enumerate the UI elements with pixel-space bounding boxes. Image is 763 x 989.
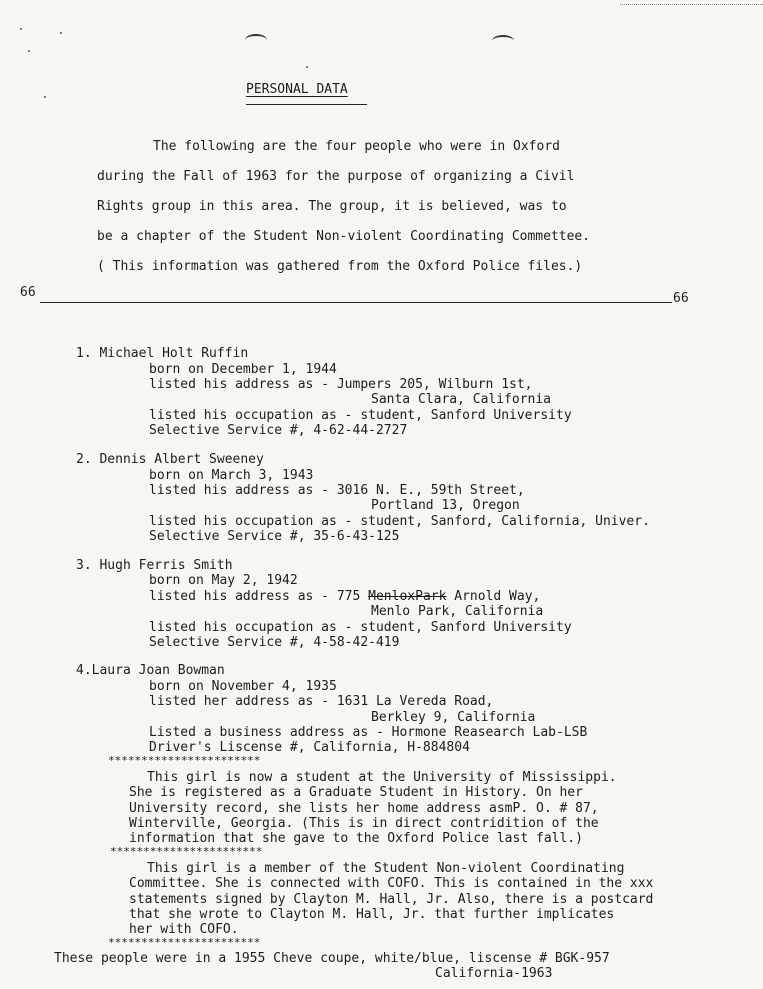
person-name: 3. Hugh Ferris Smith bbox=[76, 558, 233, 573]
vehicle-state-line: California-1963 bbox=[435, 966, 553, 981]
person-detail: Driver's Liscense #, California, H-884804 bbox=[149, 740, 470, 755]
address-suffix: Arnold Way, bbox=[446, 589, 541, 604]
person-detail: born on May 2, 1942 bbox=[149, 573, 298, 588]
note-line: She is registered as a Graduate Student in History. On her bbox=[129, 785, 583, 800]
note-line: Committee. She is connected with COFO. This is contained in the xxx bbox=[129, 876, 654, 891]
note-line: information that she gave to the Oxford Police last fall.) bbox=[129, 831, 583, 846]
person-detail: born on March 3, 1943 bbox=[149, 468, 314, 483]
intro-line: ( This information was gathered from the Oxford Police files.) bbox=[97, 259, 583, 274]
person-name: 2. Dennis Albert Sweeney bbox=[76, 452, 264, 467]
person-detail: listed his address as - 3016 N. E., 59th Street, bbox=[149, 483, 525, 498]
note-line: statements signed by Clayton M. Hall, Jr. Also, there is a postcard bbox=[129, 892, 654, 907]
title-underline bbox=[246, 104, 367, 105]
person-detail: listed his occupation as - student, Sanford, California, Univer. bbox=[149, 514, 650, 529]
binder-hole-mark bbox=[492, 35, 514, 47]
asterisk-separator: *********************** bbox=[108, 936, 261, 949]
binder-hole-mark bbox=[245, 34, 267, 46]
intro-line: Rights group in this area. The group, it is believed, was to bbox=[97, 199, 567, 214]
note-line: This girl is a member of the Student Non-violent Coordinating bbox=[147, 861, 625, 876]
person-detail: listed his occupation as - student, Sanford University bbox=[149, 620, 572, 635]
scan-speck bbox=[20, 28, 22, 30]
scan-speck bbox=[60, 32, 62, 34]
asterisk-separator: *********************** bbox=[110, 845, 263, 858]
scan-speck bbox=[28, 50, 30, 52]
person-detail: Selective Service #, 4-62-44-2727 bbox=[149, 423, 408, 438]
person-detail: Selective Service #, 35-6-43-125 bbox=[149, 529, 400, 544]
person-name: 1. Michael Holt Ruffin bbox=[76, 346, 249, 361]
page-title: PERSONAL DATA bbox=[246, 82, 348, 97]
page-marker-right: 66 bbox=[673, 291, 689, 306]
note-line: University record, she lists her home address asmP. O. # 87, bbox=[129, 801, 599, 816]
scan-speck bbox=[44, 96, 46, 98]
intro-line: The following are the four people who were in Oxford bbox=[153, 139, 560, 154]
person-detail: born on December 1, 1944 bbox=[149, 362, 337, 377]
address-prefix: listed his address as - 775 bbox=[149, 589, 369, 604]
person-name: 4.Laura Joan Bowman bbox=[76, 663, 225, 678]
scan-speck bbox=[306, 66, 308, 68]
vehicle-line: These people were in a 1955 Cheve coupe, white/blue, liscense # BGK-957 bbox=[54, 951, 610, 966]
person-detail: listed his address as - Jumpers 205, Wilburn 1st, bbox=[149, 377, 533, 392]
person-detail: Berkley 9, California bbox=[371, 710, 536, 725]
divider-rule bbox=[40, 302, 672, 303]
person-detail: Santa Clara, California bbox=[371, 392, 552, 407]
person-detail: listed his occupation as - student, Sanford University bbox=[149, 408, 572, 423]
note-line: that she wrote to Clayton M. Hall, Jr. that further implicates bbox=[129, 907, 615, 922]
intro-line: be a chapter of the Student Non-violent Coordinating Commettee. bbox=[97, 229, 591, 244]
note-line: her with COFO. bbox=[129, 922, 239, 937]
asterisk-separator: *********************** bbox=[108, 754, 261, 767]
note-line: Winterville, Georgia. (This is in direct contridition of the bbox=[129, 816, 599, 831]
struck-text: MenloxPark bbox=[368, 589, 447, 604]
person-detail: Selective Service #, 4-58-42-419 bbox=[149, 635, 400, 650]
person-detail: Menlo Park, California bbox=[371, 604, 544, 619]
page-marker-left: 66 bbox=[20, 285, 36, 300]
person-detail: Listed a business address as - Hormone Reasearch Lab-LSB bbox=[149, 725, 588, 740]
scan-edge-mark bbox=[620, 0, 763, 5]
person-detail: listed her address as - 1631 La Vereda Road, bbox=[149, 694, 494, 709]
person-detail: born on November 4, 1935 bbox=[149, 679, 337, 694]
intro-line: during the Fall of 1963 for the purpose of organizing a Civil bbox=[97, 169, 575, 184]
person-detail bbox=[149, 589, 540, 604]
person-detail: Portland 13, Oregon bbox=[371, 498, 520, 513]
note-line: This girl is now a student at the University of Mississippi. bbox=[147, 770, 617, 785]
